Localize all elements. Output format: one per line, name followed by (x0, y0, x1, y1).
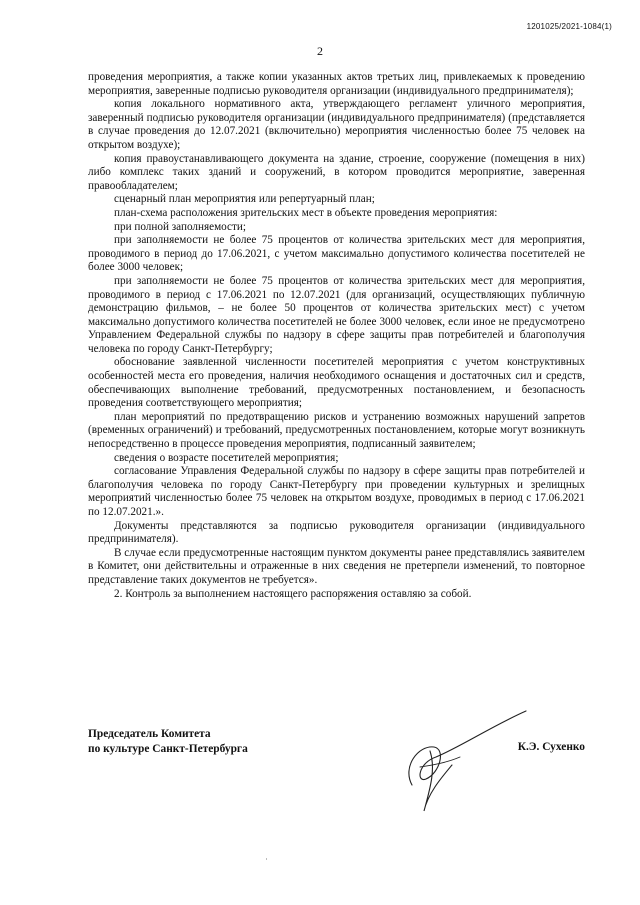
paragraph: обоснование заявленной численности посетителей мероприятия с учетом конструктивных особенностей места его проведения, наличия необходимого оснащения и достаточных сил и средств, обеспечивающих выполнение требований, предусмотренных постановлением, и безопасность проведения соответствующего мероприятия; (88, 356, 585, 410)
paragraph: при полной заполняемости; (114, 220, 246, 233)
paragraph: копия правоустанавливающего документа на здание, строение, сооружение (помещения в них) либо комплекс таких зданий и сооружений, в котором проводится мероприятие, заверенная правообладателем; (88, 152, 585, 192)
signatory-name: К.Э. Сухенко (517, 741, 585, 753)
paragraph: В случае если предусмотренные настоящим пунктом документы ранее представлялись заявителем в Комитет, они действительны и отраженные в них сведения не претерпели изменений, то повторное представление таких документов не требуется». (88, 546, 586, 586)
paragraph: сведения о возрасте посетителей мероприятия; (114, 451, 339, 464)
paragraph: согласование Управления Федеральной службы по надзору в сфере защиты прав потребителей и благополучия человека по городу Санкт-Петербургу при проведении культурных и зрелищных мероприятий численностью более 75 человек на открытом воздухе, проводимых в период с 17.06.2021 по 12.07.2021.». (88, 465, 585, 518)
paragraph: план мероприятий по предотвращению рисков и устранению возможных нарушений запретов (временных ограничений) и требований, предусмотренных постановлением, которые могут возникнуть непосредственно в процессе проведения мероприятия, подписанный заявителем; (88, 410, 585, 451)
position-line: по культуре Санкт-Петербурга (88, 742, 248, 755)
paragraph: копия локального нормативного акта, утверждающего регламент уличного мероприятия, заверенный подписью руководителя организации (индивидуального предпринимателя) (представляется в случае проведения до 12.07.2021 (включительно) мероприятия численностью более 75 человек на открытом воздухе); (88, 98, 585, 151)
handwritten-signature-icon (390, 707, 540, 817)
scan-speck (266, 858, 267, 860)
signature-block (88, 727, 585, 827)
paragraph: Документы представляются за подписью руководителя организации (индивидуального предпринимателя). (88, 519, 585, 546)
paragraph: при заполняемости не более 75 процентов от количества зрительских мест для мероприятия, проводимого в период с 17.06.2021 по 12.07.2021 (для организаций, осуществляющих публичную демонстрацию фильмов, – не более 50 процентов от количества зрительских мест) с учетом максимально допустимого количества посетителей не более 3000 человек, если иное не предусмотрено Управлением Федеральной службы по надзору в сфере защиты прав потребителей и благополучия человека по городу Санкт-Петербургу; (88, 274, 585, 355)
paragraph: при заполняемости не более 75 процентов от количества зрительских мест для мероприятия, проводимого в период до 17.06.2021, с учетом максимально допустимого количества посетителей не более 3000 человек; (88, 234, 585, 274)
paragraph: сценарный план мероприятия или репертуарный план; (114, 193, 375, 206)
position-line: Председатель Комитета (88, 728, 211, 740)
paragraph: 2. Контроль за выполнением настоящего распоряжения оставляю за собой. (114, 587, 472, 600)
registration-number: 1201025/2021-1084(1) (526, 22, 612, 31)
document-body (88, 71, 585, 601)
signatory-position (88, 727, 248, 756)
paragraph: проведения мероприятия, а также копии указанных актов третьих лиц, привлекаемых к проведению мероприятия, заверенные подписью руководителя организации (индивидуального предпринимателя); (88, 71, 585, 97)
page-number: 2 (317, 44, 323, 58)
paragraph: план-схема расположения зрительских мест в объекте проведения мероприятия: (114, 206, 498, 219)
